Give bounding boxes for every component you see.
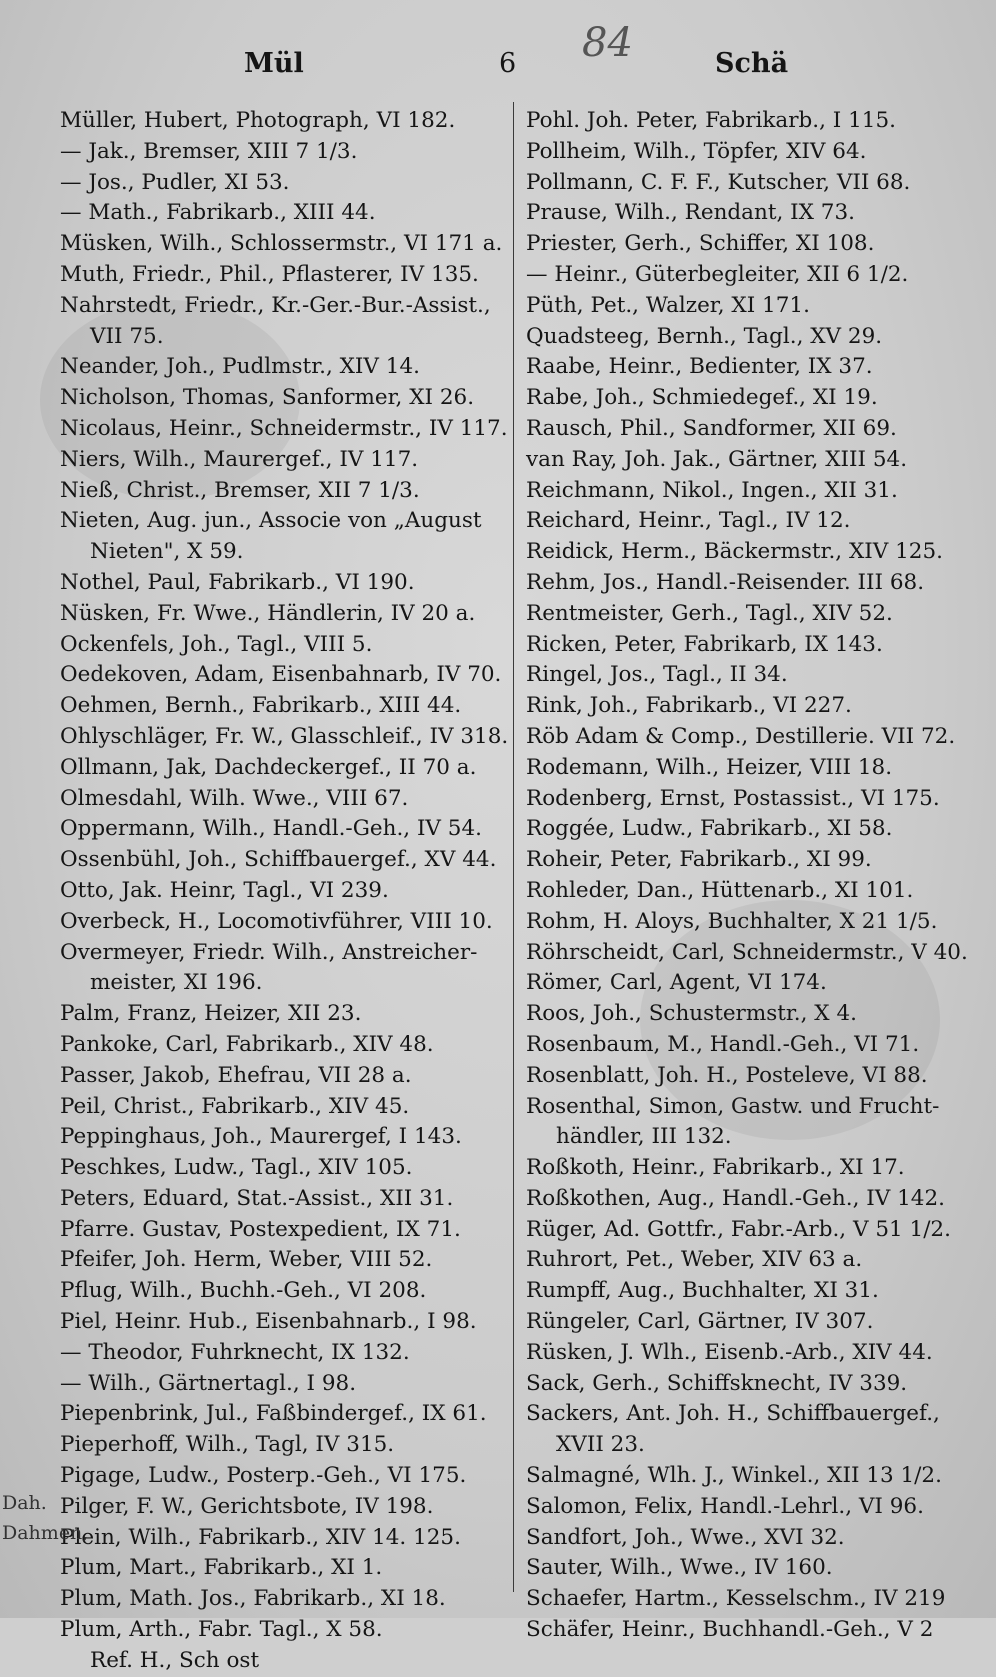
column-divider bbox=[513, 102, 514, 1592]
directory-entry: Niers, Wilh., Maurergef., IV 117. bbox=[60, 446, 419, 472]
left-column bbox=[60, 106, 509, 1677]
margin-note: Dah. bbox=[2, 1492, 47, 1514]
directory-entry: Oedekoven, Adam, Eisenbahnarb, IV 70. bbox=[60, 662, 502, 688]
directory-entry: Schäfer, Heinr., Buchhandl.-Geh., V 2 bbox=[526, 1617, 934, 1643]
directory-entry: Rohm, H. Aloys, Buchhalter, X 21 1/5. bbox=[526, 908, 938, 934]
directory-entry: Sack, Gerh., Schiffsknecht, IV 339. bbox=[526, 1370, 908, 1396]
directory-entry: Ossenbühl, Joh., Schiffbauergef., XV 44. bbox=[60, 847, 497, 873]
directory-entry: Muth, Friedr., Phil., Pflasterer, IV 135. bbox=[60, 261, 479, 287]
directory-entry: Römer, Carl, Agent, VI 174. bbox=[526, 970, 827, 996]
directory-entry: Roos, Joh., Schustermstr., X 4. bbox=[526, 1001, 857, 1027]
directory-entry: Oppermann, Wilh., Handl.-Geh., IV 54. bbox=[60, 816, 482, 842]
directory-entry: Passer, Jakob, Ehefrau, VII 28 a. bbox=[60, 1062, 412, 1088]
directory-entry: Plum, Math. Jos., Fabrikarb., XI 18. bbox=[60, 1586, 446, 1612]
directory-entry: Rohleder, Dan., Hüttenarb., XI 101. bbox=[526, 877, 914, 903]
directory-entry: Salmagné, Wlh. J., Winkel., XII 13 1/2. bbox=[526, 1463, 942, 1489]
directory-entry: Raabe, Heinr., Bedienter, IX 37. bbox=[526, 354, 873, 380]
header-right-keyword: Schä bbox=[715, 48, 789, 79]
margin-note: Dahmen, bbox=[2, 1522, 89, 1544]
directory-entry: Peppinghaus, Joh., Maurergef, I 143. bbox=[60, 1124, 462, 1150]
directory-entry: Roheir, Peter, Fabrikarb., XI 99. bbox=[526, 847, 872, 873]
directory-entry: händler, III 132. bbox=[556, 1124, 732, 1150]
directory-entry: Plum, Mart., Fabrikarb., XI 1. bbox=[60, 1555, 383, 1581]
directory-entry: Sackers, Ant. Joh. H., Schiffbauergef., bbox=[526, 1401, 940, 1427]
directory-entry: Roggée, Ludw., Fabrikarb., XI 58. bbox=[526, 816, 893, 842]
directory-entry: Ollmann, Jak, Dachdeckergef., II 70 a. bbox=[60, 754, 477, 780]
directory-entry: Peil, Christ., Fabrikarb., XIV 45. bbox=[60, 1093, 410, 1119]
directory-entry: Sauter, Wilh., Wwe., IV 160. bbox=[526, 1555, 833, 1581]
directory-entry: — Heinr., Güterbegleiter, XII 6 1/2. bbox=[526, 261, 909, 287]
directory-entry: Röb Adam & Comp., Destillerie. VII 72. bbox=[526, 723, 956, 749]
directory-entry: Nieten, Aug. jun., Associe von „August bbox=[60, 508, 482, 534]
directory-entry: Müsken, Wilh., Schlossermstr., VI 171 a. bbox=[60, 231, 503, 257]
directory-entry: Priester, Gerh., Schiffer, XI 108. bbox=[526, 231, 875, 257]
directory-entry: — Theodor, Fuhrknecht, IX 132. bbox=[60, 1339, 410, 1365]
directory-entry: Rosenthal, Simon, Gastw. und Frucht- bbox=[526, 1093, 940, 1119]
directory-entry: Pfarre. Gustav, Postexpedient, IX 71. bbox=[60, 1216, 461, 1242]
directory-entry: Palm, Franz, Heizer, XII 23. bbox=[60, 1001, 362, 1027]
header-left-keyword: Mül bbox=[244, 48, 304, 79]
directory-entry: Salomon, Felix, Handl.-Lehrl., VI 96. bbox=[526, 1493, 924, 1519]
directory-entry: — Jak., Bremser, XIII 7 1/3. bbox=[60, 138, 358, 164]
directory-entry: Olmesdahl, Wilh. Wwe., VIII 67. bbox=[60, 785, 409, 811]
directory-entry: Rüger, Ad. Gottfr., Fabr.-Arb., V 51 1/2. bbox=[526, 1216, 951, 1242]
directory-entry: Quadsteeg, Bernh., Tagl., XV 29. bbox=[526, 323, 883, 349]
directory-entry: Müller, Hubert, Photograph, VI 182. bbox=[60, 108, 456, 133]
directory-entry: Reidick, Herm., Bäckermstr., XIV 125. bbox=[526, 539, 944, 565]
directory-entry: — Jos., Pudler, XI 53. bbox=[60, 169, 290, 195]
directory-entry: Piepenbrink, Jul., Faßbindergef., IX 61. bbox=[60, 1401, 487, 1427]
directory-entry: Rodemann, Wilh., Heizer, VIII 18. bbox=[526, 754, 893, 780]
directory-entry: — Math., Fabrikarb., XIII 44. bbox=[60, 200, 376, 226]
directory-entry: Reichmann, Nikol., Ingen., XII 31. bbox=[526, 477, 898, 503]
directory-entry: Rüsken, J. Wlh., Eisenb.-Arb., XIV 44. bbox=[526, 1339, 933, 1365]
directory-entry: Rentmeister, Gerh., Tagl., XIV 52. bbox=[526, 600, 893, 626]
directory-entry: Nicolaus, Heinr., Schneidermstr., IV 117. bbox=[60, 415, 508, 441]
directory-entry: meister, XI 196. bbox=[90, 970, 263, 996]
directory-entry: Pflug, Wilh., Buchh.-Geh., VI 208. bbox=[60, 1278, 427, 1304]
directory-entry: Nieten", X 59. bbox=[90, 539, 244, 565]
directory-entry: Peschkes, Ludw., Tagl., XIV 105. bbox=[60, 1155, 413, 1181]
directory-entry: Nicholson, Thomas, Sanformer, XI 26. bbox=[60, 385, 475, 411]
directory-entry: Rausch, Phil., Sandformer, XII 69. bbox=[526, 415, 897, 441]
directory-entry: Overmeyer, Friedr. Wilh., Anstreicher- bbox=[60, 939, 478, 965]
directory-entry: Plum, Arth., Fabr. Tagl., X 58. bbox=[60, 1617, 383, 1643]
directory-entry: Oehmen, Bernh., Fabrikarb., XIII 44. bbox=[60, 693, 462, 719]
directory-entry: Roßkoth, Heinr., Fabrikarb., XI 17. bbox=[526, 1155, 905, 1181]
directory-entry: Rüngeler, Carl, Gärtner, IV 307. bbox=[526, 1309, 874, 1335]
page-number: 6 bbox=[499, 48, 517, 79]
directory-entry: Pigage, Ludw., Posterp.-Geh., VI 175. bbox=[60, 1463, 467, 1489]
directory-entry: Rumpff, Aug., Buchhalter, XI 31. bbox=[526, 1278, 879, 1304]
directory-entry: Pankoke, Carl, Fabrikarb., XIV 48. bbox=[60, 1031, 434, 1057]
directory-entry: Püth, Pet., Walzer, XI 171. bbox=[526, 292, 810, 318]
directory-entry: Pilger, F. W., Gerichtsbote, IV 198. bbox=[60, 1493, 434, 1519]
directory-entry: Ringel, Jos., Tagl., II 34. bbox=[526, 662, 788, 688]
directory-entry: Otto, Jak. Heinr, Tagl., VI 239. bbox=[60, 877, 389, 903]
directory-entry: Röhrscheidt, Carl, Schneidermstr., V 40. bbox=[526, 939, 968, 965]
directory-entry: Roßkothen, Aug., Handl.-Geh., IV 142. bbox=[526, 1185, 945, 1211]
directory-entry: Pohl. Joh. Peter, Fabrikarb., I 115. bbox=[526, 108, 896, 133]
directory-entry: Pollheim, Wilh., Töpfer, XIV 64. bbox=[526, 138, 867, 164]
directory-entry: Piel, Heinr. Hub., Eisenbahnarb., I 98. bbox=[60, 1309, 477, 1335]
directory-entry: Reichard, Heinr., Tagl., IV 12. bbox=[526, 508, 851, 534]
directory-entry: Ohlyschläger, Fr. W., Glasschleif., IV 318. bbox=[60, 723, 509, 749]
directory-entry: Rink, Joh., Fabrikarb., VI 227. bbox=[526, 693, 852, 719]
directory-entry: Pfeifer, Joh. Herm, Weber, VIII 52. bbox=[60, 1247, 433, 1273]
directory-entry: Nothel, Paul, Fabrikarb., VI 190. bbox=[60, 569, 415, 595]
directory-entry: VII 75. bbox=[90, 323, 164, 349]
directory-entry: Rosenbaum, M., Handl.-Geh., VI 71. bbox=[526, 1031, 920, 1057]
directory-entry: Prause, Wilh., Rendant, IX 73. bbox=[526, 200, 855, 226]
directory-entry: Ricken, Peter, Fabrikarb, IX 143. bbox=[526, 631, 883, 657]
directory-entry: Rodenberg, Ernst, Postassist., VI 175. bbox=[526, 785, 940, 811]
directory-entry: Pollmann, C. F. F., Kutscher, VII 68. bbox=[526, 169, 911, 195]
directory-entry: Overbeck, H., Locomotivführer, VIII 10. bbox=[60, 908, 493, 934]
right-column bbox=[526, 106, 996, 1646]
handwritten-page-number: 84 bbox=[582, 20, 633, 66]
directory-entry: Rabe, Joh., Schmiedegef., XI 19. bbox=[526, 385, 878, 411]
directory-entry: Rehm, Jos., Handl.-Reisender. III 68. bbox=[526, 569, 925, 595]
directory-entry: Neander, Joh., Pudlmstr., XIV 14. bbox=[60, 354, 420, 380]
directory-entry: Rosenblatt, Joh. H., Posteleve, VI 88. bbox=[526, 1062, 928, 1088]
directory-entry: Schaefer, Hartm., Kesselschm., IV 219 bbox=[526, 1586, 946, 1612]
directory-entry: Pieperhoff, Wilh., Tagl, IV 315. bbox=[60, 1432, 395, 1458]
directory-entry: Sandfort, Joh., Wwe., XVI 32. bbox=[526, 1524, 845, 1550]
directory-entry: Ockenfels, Joh., Tagl., VIII 5. bbox=[60, 631, 373, 657]
directory-entry: Ref. H., Sch ost bbox=[90, 1647, 260, 1673]
directory-entry: Ruhrort, Pet., Weber, XIV 63 a. bbox=[526, 1247, 863, 1273]
directory-entry: Plein, Wilh., Fabrikarb., XIV 14. 125. bbox=[60, 1524, 461, 1550]
directory-entry: Peters, Eduard, Stat.-Assist., XII 31. bbox=[60, 1185, 454, 1211]
directory-entry: — Wilh., Gärtnertagl., I 98. bbox=[60, 1370, 357, 1396]
directory-entry: XVII 23. bbox=[556, 1432, 645, 1458]
directory-entry: Nahrstedt, Friedr., Kr.-Ger.-Bur.-Assist., bbox=[60, 292, 491, 318]
directory-entry: Nieß, Christ., Bremser, XII 7 1/3. bbox=[60, 477, 420, 503]
directory-entry: van Ray, Joh. Jak., Gärtner, XIII 54. bbox=[526, 446, 908, 472]
directory-entry: Nüsken, Fr. Wwe., Händlerin, IV 20 a. bbox=[60, 600, 476, 626]
